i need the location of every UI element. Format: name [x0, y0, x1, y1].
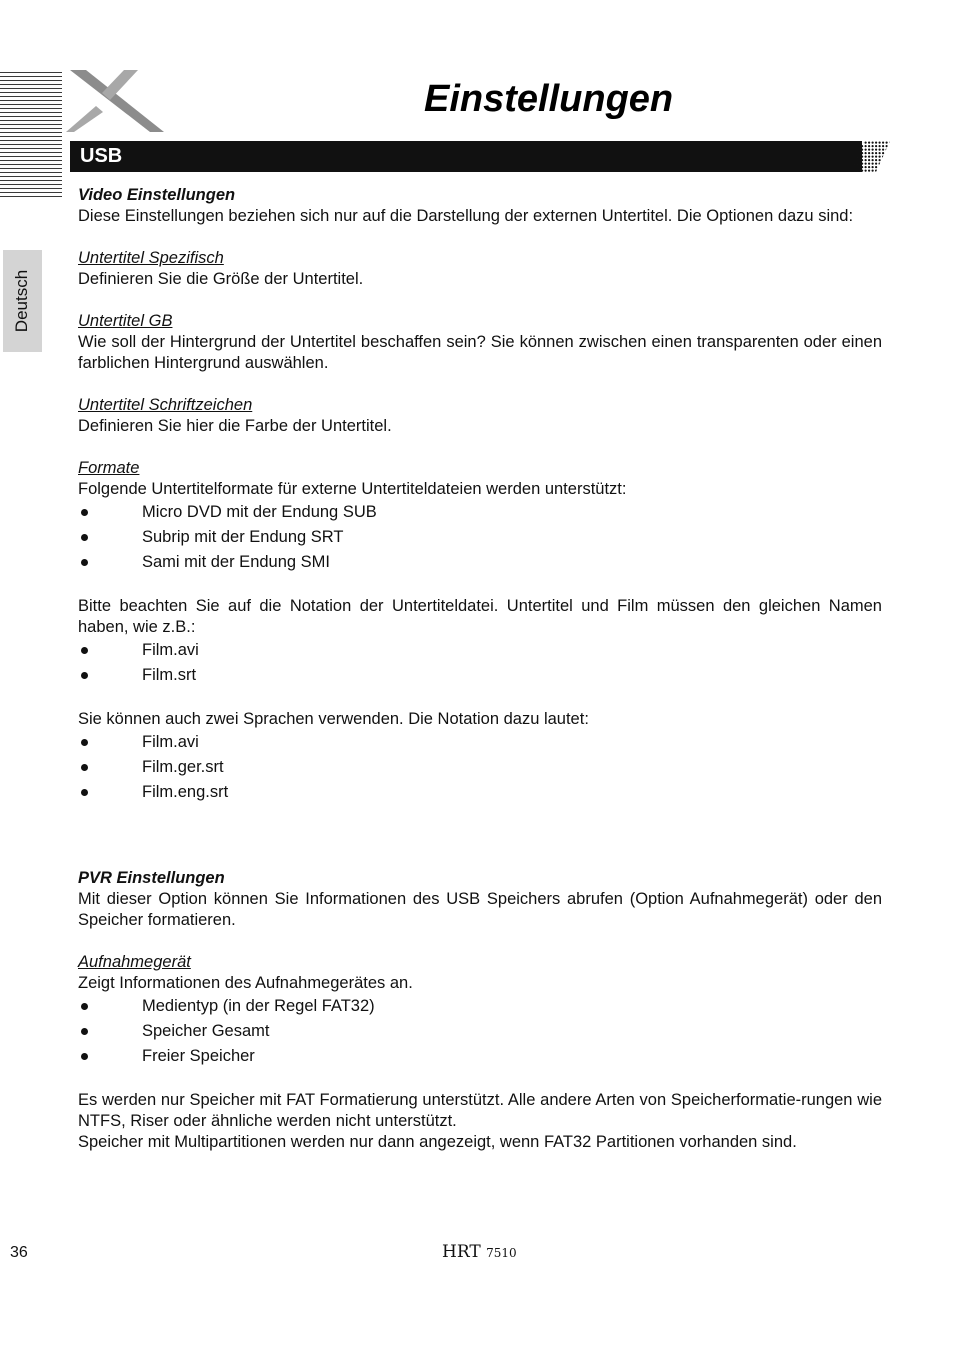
dot-pattern-decoration — [850, 141, 890, 172]
list-item: Medientyp (in der Regel FAT32) — [78, 994, 882, 1019]
subtitle-background-text: Wie soll der Hintergrund der Untertitel beschaffen sein? Sie können zwischen einen transparenten oder einen farblichen Hintergrund auswählen. — [78, 333, 882, 372]
fat-note: Es werden nur Speicher mit FAT Formatierung unterstützt. Alle andere Arten von Speicherformatie-rungen wie NTFS, Riser oder ähnliche werden nicht unterstützt. — [78, 1091, 882, 1130]
languages-list — [78, 730, 882, 805]
subtitle-size-text: Definieren Sie die Größe der Untertitel. — [78, 270, 364, 288]
pvr-settings-intro: Mit dieser Option können Sie Informationen des USB Speichers abrufen (Option Aufnahmegerät) oder den Speicher formatieren. — [78, 890, 882, 929]
subtitle-font-title: Untertitel Schriftzeichen — [78, 396, 253, 414]
model-number: 7510 — [486, 1246, 517, 1260]
model-name — [442, 1242, 517, 1262]
list-item: Speicher Gesamt — [78, 1019, 882, 1044]
video-settings-intro: Diese Einstellungen beziehen sich nur auf die Darstellung der externen Untertitel. Die Optionen dazu sind: — [78, 207, 854, 225]
list-item: Film.eng.srt — [78, 780, 882, 805]
page-title: Einstellungen — [424, 78, 674, 120]
brand-x-logo — [66, 66, 170, 136]
page-number: 36 — [10, 1244, 28, 1261]
section-label: USB — [80, 145, 123, 167]
notation-text: Bitte beachten Sie auf die Notation der Untertiteldatei. Untertitel und Film müssen den gleichen Namen haben, wie z.B.: — [78, 597, 882, 636]
recorder-title: Aufnahmegerät — [78, 953, 191, 971]
list-item: Subrip mit der Endung SRT — [78, 525, 882, 550]
section-header — [70, 141, 862, 172]
recorder-text: Zeigt Informationen des Aufnahmegerätes an. — [78, 974, 413, 992]
formats-list — [78, 500, 882, 575]
model-name-text: HRT — [442, 1242, 481, 1262]
languages-text: Sie können auch zwei Sprachen verwenden. Die Notation dazu lautet: — [78, 710, 589, 728]
formats-text: Folgende Untertitelformate für externe Untertiteldateien werden unterstützt: — [78, 480, 627, 498]
video-settings-heading: Video Einstellungen — [78, 186, 236, 204]
subtitle-size-title: Untertitel Spezifisch — [78, 249, 224, 267]
list-item: Film.avi — [78, 638, 882, 663]
recorder-list — [78, 994, 882, 1069]
formats-title: Formate — [78, 459, 140, 477]
pvr-settings-heading: PVR Einstellungen — [78, 869, 225, 887]
multipartition-note: Speicher mit Multipartitionen werden nur dann angezeigt, wenn FAT32 Partitionen vorhanden sind. — [78, 1133, 797, 1151]
list-item: Film.ger.srt — [78, 755, 882, 780]
page-content — [78, 185, 882, 1153]
language-tab — [3, 250, 42, 352]
list-item: Film.srt — [78, 663, 882, 688]
list-item: Micro DVD mit der Endung SUB — [78, 500, 882, 525]
list-item: Film.avi — [78, 730, 882, 755]
subtitle-font-text: Definieren Sie hier die Farbe der Untertitel. — [78, 417, 392, 435]
list-item: Sami mit der Endung SMI — [78, 550, 882, 575]
notation-list — [78, 638, 882, 688]
list-item: Freier Speicher — [78, 1044, 882, 1069]
subtitle-background-title: Untertitel GB — [78, 312, 173, 330]
language-tab-label: Deutsch — [12, 269, 32, 333]
decorative-stripes — [0, 72, 62, 200]
